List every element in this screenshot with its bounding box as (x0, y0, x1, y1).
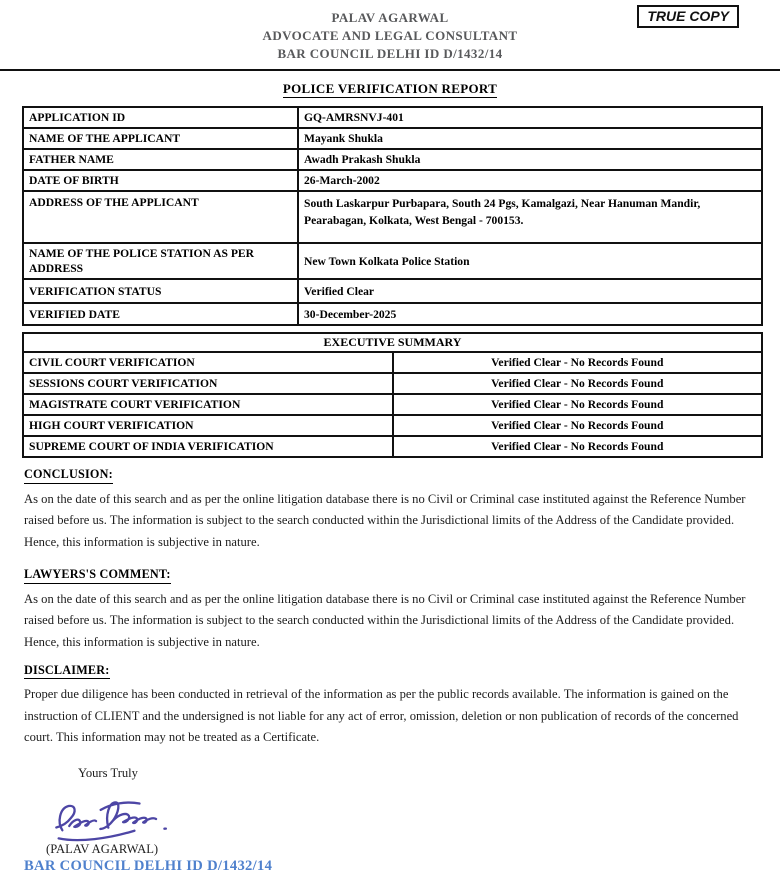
row-value: GQ-AMRSNVJ-401 (298, 107, 762, 128)
conclusion-section (24, 465, 755, 553)
signature-ink-drawing (45, 792, 197, 849)
row-value: New Town Kolkata Police Station (298, 243, 762, 279)
table-row (23, 303, 762, 325)
row-label: FATHER NAME (23, 149, 298, 170)
letterhead-bar-id: BAR COUNCIL DELHI ID D/1432/14 (277, 46, 503, 61)
row-value: 26-March-2002 (298, 170, 762, 191)
row-label: HIGH COURT VERIFICATION (23, 415, 393, 436)
row-label: MAGISTRATE COURT VERIFICATION (23, 394, 393, 415)
row-value: Verified Clear - No Records Found (393, 352, 763, 373)
closing-text: Yours Truly (78, 765, 138, 780)
lawyers-comment-section (24, 565, 755, 653)
table-row (23, 107, 762, 128)
report-title: POLICE VERIFICATION REPORT (282, 81, 498, 96)
disclaimer-text: Proper due diligence has been conducted in retrieval of the information as per the public records available. The information is gained on the instruction of CLIENT and the undersigned is not liable for any act of error, omission, deletion or non publication of records of the concerned court. This information may not be treated as a Certificate. (24, 687, 739, 745)
table-row (23, 394, 762, 415)
true-copy-stamp: TRUE COPY (637, 5, 739, 28)
table-row (23, 170, 762, 191)
lawyers-comment-text: As on the date of this search and as per the online litigation database there is no Civil or Criminal case instituted against the Reference Number raised before us. The information is subject to the search conducted within the Jurisdictional limits of the Address of the Candidate provided. Hence, this information is subjective in nature. (24, 591, 746, 649)
bar-council-id: BAR COUNCIL DELHI ID D/1432/14 (24, 857, 273, 874)
conclusion-heading: CONCLUSION: (24, 467, 113, 484)
table-row (23, 373, 762, 394)
letterhead (0, 0, 780, 63)
row-value: Verified Clear - No Records Found (393, 436, 763, 457)
row-label: CIVIL COURT VERIFICATION (23, 352, 393, 373)
disclaimer-section (24, 661, 755, 749)
table-row (23, 352, 762, 373)
table-row (23, 279, 762, 303)
table-row (23, 128, 762, 149)
letterhead-role: ADVOCATE AND LEGAL CONSULTANT (262, 28, 518, 43)
table-row (23, 243, 762, 279)
row-label: SUPREME COURT OF INDIA VERIFICATION (23, 436, 393, 457)
table-row (23, 191, 762, 243)
row-value: Mayank Shukla (298, 128, 762, 149)
table-row (23, 415, 762, 436)
lawyers-comment-heading: LAWYERS'S COMMENT: (24, 567, 171, 584)
table-row (23, 149, 762, 170)
row-label: VERIFIED DATE (23, 303, 298, 325)
header-divider (0, 69, 780, 71)
applicant-details-table (22, 106, 763, 326)
table-row (23, 436, 762, 457)
row-label: NAME OF THE POLICE STATION AS PER ADDRESS (23, 243, 298, 279)
signatory-name: (PALAV AGARWAL) (46, 841, 159, 856)
row-label: DATE OF BIRTH (23, 170, 298, 191)
row-value: Verified Clear (298, 279, 762, 303)
row-label: ADDRESS OF THE APPLICANT (23, 191, 298, 243)
executive-summary-header-row (23, 333, 762, 352)
row-label: SESSIONS COURT VERIFICATION (23, 373, 393, 394)
conclusion-text: As on the date of this search and as per the online litigation database there is no Civil or Criminal case instituted against the Reference Number raised before us. The information is subject to the search conducted within the Jurisdictional limits of the Address of the Candidate provided. Hence, this information is subjective in nature. (24, 491, 746, 549)
row-label: NAME OF THE APPLICANT (23, 128, 298, 149)
executive-summary-title: EXECUTIVE SUMMARY (23, 333, 762, 352)
row-value: 30-December-2025 (298, 303, 762, 325)
executive-summary-table (22, 332, 763, 458)
row-label: VERIFICATION STATUS (23, 279, 298, 303)
row-value: Verified Clear - No Records Found (393, 394, 763, 415)
row-value: South Laskarpur Purbapara, South 24 Pgs, Kamalgazi, Near Hanuman Mandir, Pearabagan, Kolkata, West Bengal - 700153. (298, 191, 762, 243)
row-value: Awadh Prakash Shukla (298, 149, 762, 170)
letterhead-name: PALAV AGARWAL (331, 10, 449, 25)
disclaimer-heading: DISCLAIMER: (24, 663, 110, 680)
row-value: Verified Clear - No Records Found (393, 415, 763, 436)
row-value: Verified Clear - No Records Found (393, 373, 763, 394)
row-label: APPLICATION ID (23, 107, 298, 128)
